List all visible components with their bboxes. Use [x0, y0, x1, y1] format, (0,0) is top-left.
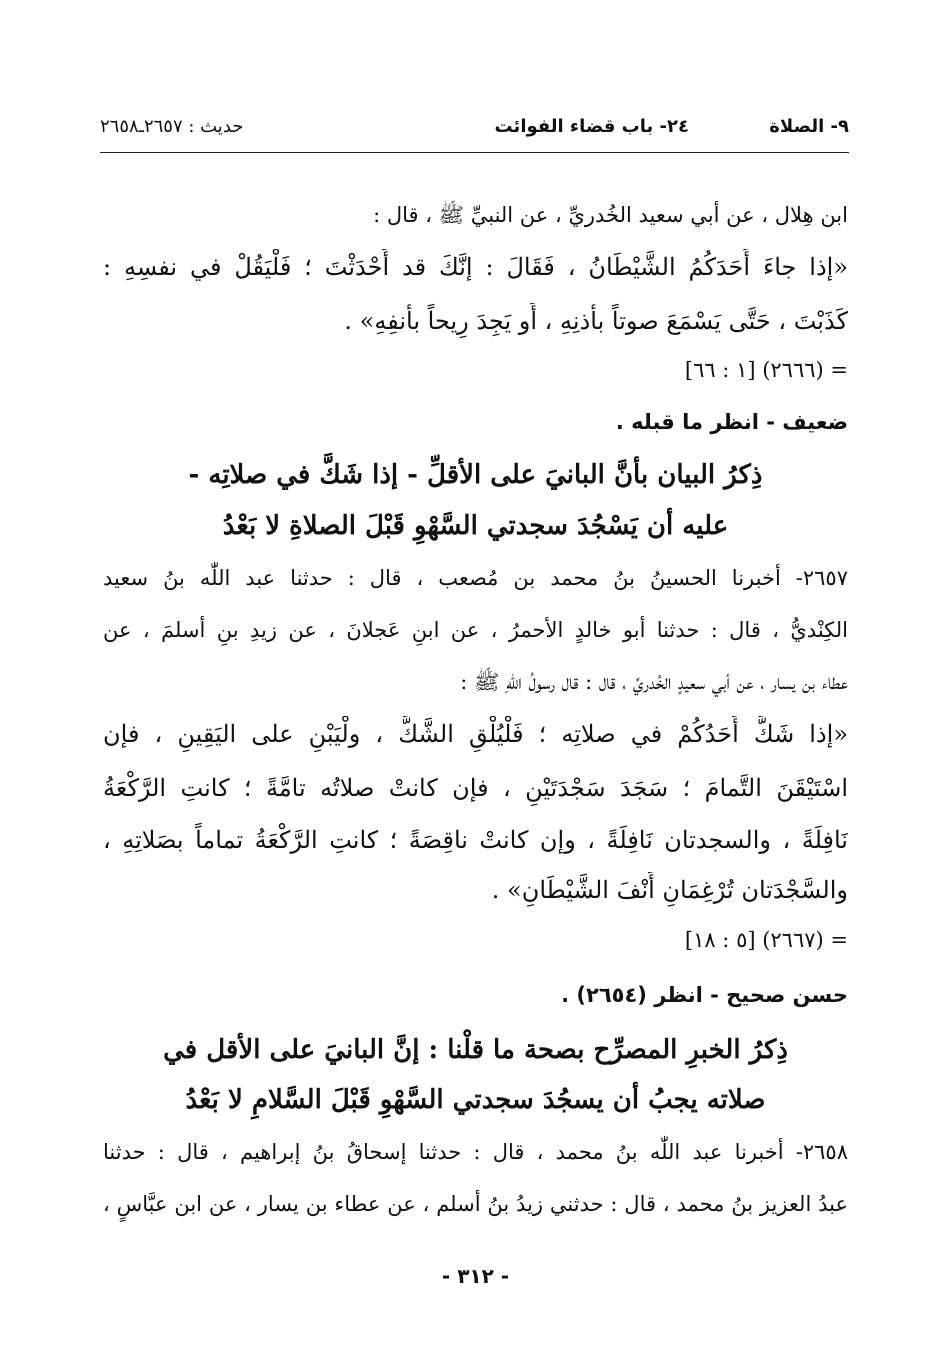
running-header — [100, 116, 849, 146]
isnad-line: الكِنْديُّ ، قال : حدثنا أبو خالدٍ الأحمرُ ، عن ابنِ عَجلانَ ، عن زيدِ بنِ أسلمَ ، عن — [103, 618, 848, 642]
isnad-line: عبدُ العزيز بنُ محمد ، قال : حدثني زيدُ بنُ أسلم ، عن عطاء بن يسار ، عن ابن عبَّاسٍ ، — [103, 1192, 848, 1216]
chapter-heading: صلاته يجبُ أن يسجُدَ سجدتي السَّهْوِ قَبْلَ السَّلامِ لا بَعْدُ — [185, 1085, 766, 1115]
grading-line: ضعيف - انظر ما قبله . — [615, 410, 848, 434]
isnad-line: ٢٦٥٧- أخبرنا الحسينُ بنُ محمد بن مُصعب ، قال : حدثنا عبد اللّٰه بنُ سعيد — [103, 566, 848, 590]
grading-line: حسن صحيح - انظر (٢٦٥٤) . — [561, 983, 848, 1007]
isnad-line: ٢٦٥٨- أخبرنا عبد اللّٰه بنُ محمد ، قال : حدثنا إسحاقُ بنُ إبراهيم ، قال : حدثنا — [103, 1140, 848, 1164]
reference-line: = (٢٦٦٦) [١ : ٦٦] — [684, 358, 848, 382]
chapter-heading: ذِكرُ الخبرِ المصرِّح بصحة ما قلْنا : إنَّ البانيَ على الأقل في — [163, 1035, 788, 1065]
isnad-line: عطاء بن يسار ، عن أبي سعيدٍ الخُدريِّ ، قال : قال رسولُ اللّٰهِ ﷺ : — [460, 670, 848, 694]
hadith-text-line: اسْتَيْقَنَ التَّمامَ ؛ سَجَدَ سَجْدَتَيْنِ ، فإن كانتْ صلاتُه تامَّةً ؛ كانتِ الرَّكْعَةُ — [103, 774, 848, 802]
hadith-text-line: كَذَبْتَ ، حَتَّى يَسْمَعَ صوتاً بأذنِهِ ، أَو يَجِدَ رِيحاً بأنفِهِ» . — [344, 307, 848, 335]
hadith-text-line: نَافِلَةً ، والسجدتان نَافِلَةً ، وإن كانتْ ناقِصَةً ؛ كانتِ الرَّكْعَةُ تماماً بصَلاتِهِ ، — [103, 826, 848, 854]
chapter-title: ٩- الصلاة — [769, 116, 849, 137]
chapter-heading: ذِكرُ البيان بأنَّ البانيَ على الأقلِّ - إذا شَكَّ في صلاتِه - — [188, 460, 763, 490]
hadith-text-line: «إذا جاءَ أَحَدَكُمُ الشَّيْطَانُ ، فَقَالَ : إنَّكَ قد أَحْدَثْتَ ؛ فَلْيَقُلْ في نفسِهِ : — [103, 253, 848, 281]
chapter-heading: عليه أن يَسْجُدَ سجدتي السَّهْوِ قَبْلَ الصلاةِ لا بَعْدُ — [222, 511, 729, 541]
header-rule — [100, 152, 849, 153]
hadith-text-line: والسَّجْدَتان تُرْغِمَانِ أَنْفَ الشَّيْطَانِ» . — [491, 876, 848, 904]
reference-line: = (٢٦٦٧) [٥ : ١٨] — [684, 928, 848, 952]
text-line: ابن هِلال ، عن أبي سعيد الخُدريِّ ، عن النبيِّ ﷺ ، قال : — [373, 203, 848, 227]
hadith-text-line: «إذا شَكَّ أَحَدُكُمْ في صلاتِه ؛ فَلْيُلْقِ الشَّكَّ ، ولْيَبْنِ على اليَقِينِ ، فإن — [103, 720, 848, 748]
section-title: ٢٤- باب قضاء الفوائت — [494, 116, 689, 137]
page-number: - ٣١٢ - — [441, 1264, 510, 1288]
hadith-range: حديث : ٢٦٥٧ـ٢٦٥٨ — [100, 116, 244, 137]
